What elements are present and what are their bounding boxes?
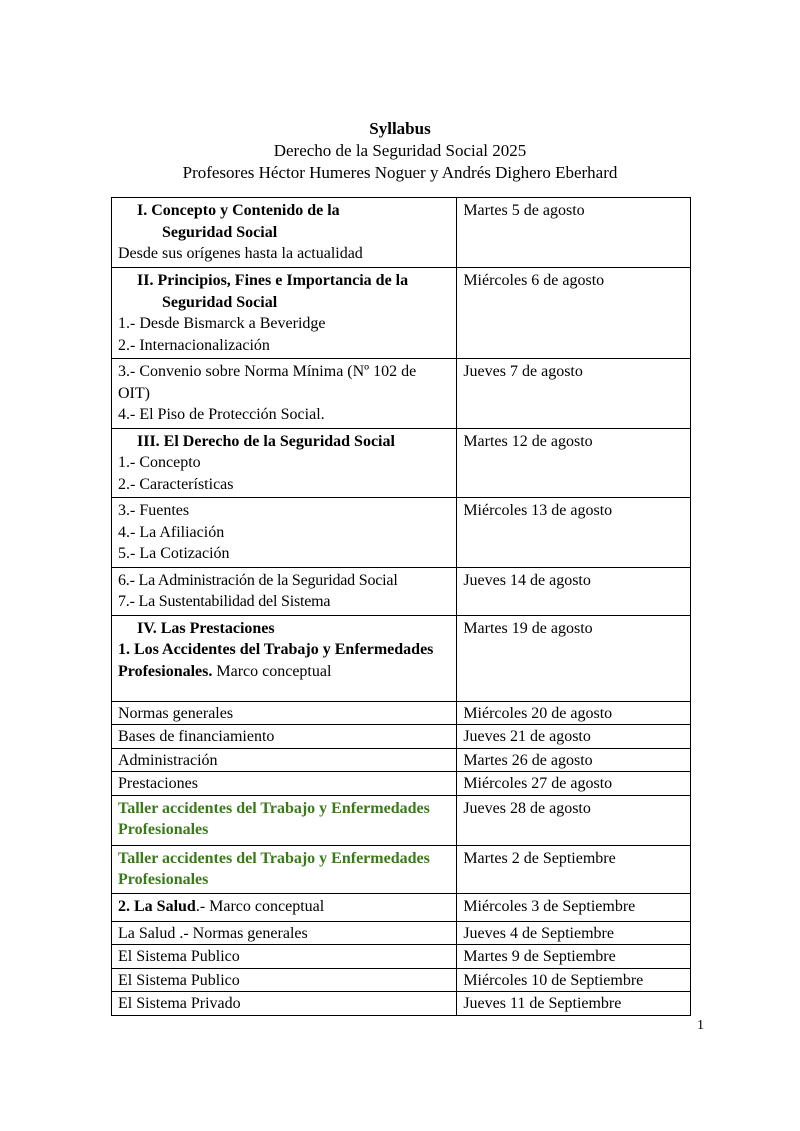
date-cell: Martes 2 de Septiembre (457, 845, 691, 893)
document-header (0, 118, 800, 184)
topic-line: 3.- Convenio sobre Norma Mínima (Nº 102 de OIT) (118, 363, 417, 402)
topic-cell: Administración (112, 748, 457, 772)
date-cell: Jueves 4 de Septiembre (457, 921, 691, 945)
document-title: Syllabus (369, 119, 431, 138)
table-row (112, 615, 691, 701)
course-name: Derecho de la Seguridad Social 2025 (273, 141, 527, 160)
table-row (112, 198, 691, 268)
section-heading: III. El Derecho de la Seguridad Social (137, 432, 395, 450)
section-heading-continued: Seguridad Social (162, 293, 278, 311)
table-row (112, 428, 691, 498)
date-cell: Jueves 11 de Septiembre (457, 992, 691, 1016)
date-cell: Miércoles 10 de Septiembre (457, 968, 691, 992)
date-cell: Miércoles 6 de agosto (457, 268, 691, 359)
date-cell: Martes 19 de agosto (457, 615, 691, 701)
date-cell: Miércoles 20 de agosto (457, 701, 691, 725)
date-cell: Jueves 14 de agosto (457, 567, 691, 615)
section-heading: II. Principios, Fines e Importancia de la (137, 272, 409, 289)
table-row (112, 725, 691, 749)
topic-cell (112, 428, 457, 498)
table-row (112, 748, 691, 772)
section-heading-continued: Seguridad Social (162, 223, 278, 241)
topic-cell (112, 359, 457, 429)
topic-cell: El Sistema Publico (112, 968, 457, 992)
section-heading: I. Concepto y Contenido de la (137, 202, 340, 219)
topic-line: 6.- La Administración de la Seguridad Social (118, 571, 398, 589)
table-row (112, 498, 691, 568)
date-cell: Martes 12 de agosto (457, 428, 691, 498)
topic-line: 3.- Fuentes (118, 502, 190, 519)
topic-line: 7.- La Sustentabilidad del Sistema (118, 593, 331, 610)
topic-line: 2.- Internacionalización (118, 336, 270, 354)
date-cell: Miércoles 3 de Septiembre (457, 893, 691, 921)
table-row (112, 893, 691, 921)
topic-line: 4.- El Piso de Protección Social. (118, 406, 325, 423)
section-heading: IV. Las Prestaciones (137, 619, 275, 637)
topic-cell (112, 198, 457, 268)
date-cell: Miércoles 27 de agosto (457, 772, 691, 796)
topic-line: 1.- Concepto (118, 454, 201, 471)
date-cell: Martes 5 de agosto (457, 198, 691, 268)
table-row (112, 772, 691, 796)
subsection-text: Marco conceptual (212, 662, 332, 680)
topic-cell: La Salud .- Normas generales (112, 921, 457, 945)
syllabus-table (111, 197, 691, 1016)
topic-line: 1.- Desde Bismarck a Beveridge (118, 315, 326, 332)
table-row (112, 992, 691, 1016)
topic-cell (112, 268, 457, 359)
table-row (112, 701, 691, 725)
topic-cell: El Sistema Publico (112, 945, 457, 969)
topic-cell (112, 567, 457, 615)
date-cell: Jueves 28 de agosto (457, 795, 691, 845)
topic-line: Desde sus orígenes hasta la actualidad (118, 245, 363, 262)
topic-cell (112, 615, 457, 701)
professors-line: Profesores Héctor Humeres Noguer y Andrés Dighero Eberhard (182, 163, 618, 182)
table-row (112, 268, 691, 359)
topic-cell (112, 893, 457, 921)
date-cell: Martes 9 de Septiembre (457, 945, 691, 969)
topic-line: 2.- Características (118, 475, 234, 493)
subsection-text: .- Marco conceptual (195, 897, 325, 915)
workshop-cell: Taller accidentes del Trabajo y Enfermedades Profesionales (112, 795, 457, 845)
topic-cell: Normas generales (112, 701, 457, 725)
topic-cell: Bases de financiamiento (112, 725, 457, 749)
table-row (112, 921, 691, 945)
topic-line: 5.- La Cotización (118, 545, 230, 562)
table-row (112, 567, 691, 615)
table-row (112, 968, 691, 992)
table-row (112, 945, 691, 969)
page-number: 1 (697, 1018, 704, 1033)
topic-paragraph (118, 639, 450, 682)
date-cell: Jueves 7 de agosto (457, 359, 691, 429)
topic-cell: Prestaciones (112, 772, 457, 796)
date-cell: Jueves 21 de agosto (457, 725, 691, 749)
topic-cell: El Sistema Privado (112, 992, 457, 1016)
topic-cell (112, 498, 457, 568)
table-row (112, 359, 691, 429)
date-cell: Miércoles 13 de agosto (457, 498, 691, 568)
subsection-title: 2. La Salud (118, 897, 196, 915)
workshop-cell: Taller accidentes del Trabajo y Enfermedades Profesionales (112, 845, 457, 893)
date-cell: Martes 26 de agosto (457, 748, 691, 772)
table-row (112, 795, 691, 845)
topic-line: 4.- La Afiliación (118, 523, 225, 541)
subsection-title: 1. Los Accidentes del Trabajo y Enfermedades Profesionales. (118, 641, 434, 680)
table-row (112, 845, 691, 893)
